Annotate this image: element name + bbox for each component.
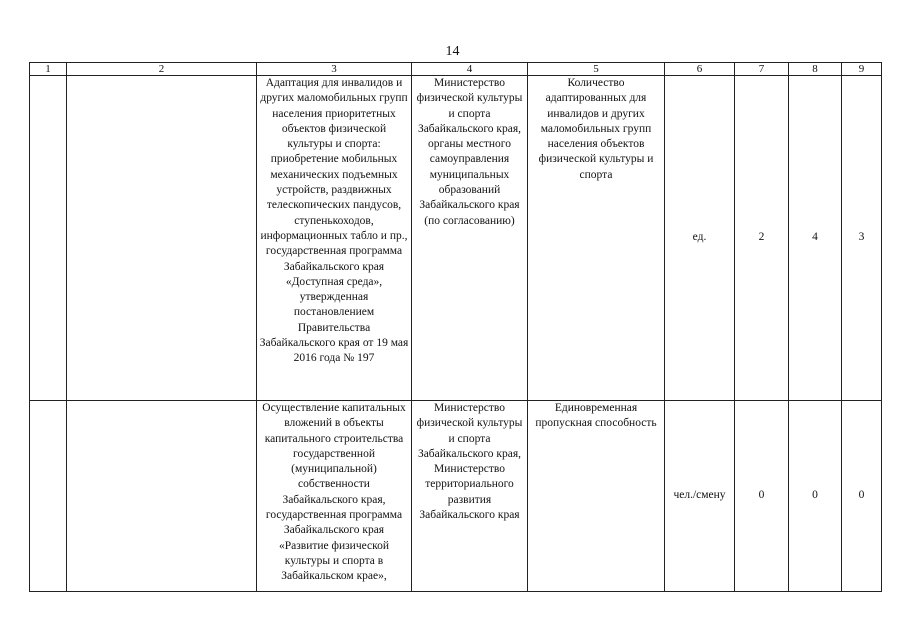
unit-cell: чел./смену — [665, 401, 735, 592]
column-number: 4 — [412, 63, 528, 76]
column-number: 7 — [735, 63, 789, 76]
indicator-cell: Количество адаптированных для инвалидов и других маломобильных групп населения объектов физической культуры и спорта — [528, 76, 665, 401]
value-cell: 3 — [842, 76, 882, 401]
column-number: 9 — [842, 63, 882, 76]
column-number: 5 — [528, 63, 665, 76]
indicator-cell: Единовременная пропускная способность — [528, 401, 665, 592]
column-number: 1 — [30, 63, 67, 76]
column-number: 3 — [257, 63, 412, 76]
value-cell: 2 — [735, 76, 789, 401]
page-number: 14 — [445, 44, 460, 59]
task-cell — [67, 76, 257, 401]
value-cell: 0 — [789, 401, 842, 592]
value-cell: 0 — [735, 401, 789, 592]
measures-table — [29, 62, 882, 592]
column-number: 6 — [665, 63, 735, 76]
column-number: 8 — [789, 63, 842, 76]
table-row — [30, 76, 882, 401]
row-number-cell — [30, 76, 67, 401]
value-cell: 4 — [789, 76, 842, 401]
executor-cell: Министерство физической культуры и спорта Забайкальского края, органы местного самоуправления муниципальных образований Забайкальского края (по согласованию) — [412, 76, 528, 401]
executor-cell: Министерство физической культуры и спорта Забайкальского края, Министерство территориального развития Забайкальского края — [412, 401, 528, 592]
task-cell — [67, 401, 257, 592]
measure-cell: Осуществление капитальных вложений в объекты капитального строительства государственной (муниципальной) собственности Забайкальского края, государственная программа Забайкальского края «Развитие физической культуры и спорта в Забайкальском крае», — [257, 401, 412, 592]
row-number-cell — [30, 401, 67, 592]
measure-cell: Адаптация для инвалидов и других маломобильных групп населения приоритетных объектов физической культуры и спорта: приобретение мобильных механических подъемных устройств, раздвижных телескопических пандусов, ступенькоходов, информационных табло и пр., государственная программа Забайкальского края «Доступная среда», утвержденная постановлением Правительства Забайкальского края от 19 мая 2016 года № 197 — [257, 76, 412, 401]
unit-cell: ед. — [665, 76, 735, 401]
column-number: 2 — [67, 63, 257, 76]
table-row — [30, 401, 882, 592]
column-number-row — [30, 63, 882, 76]
value-cell: 0 — [842, 401, 882, 592]
